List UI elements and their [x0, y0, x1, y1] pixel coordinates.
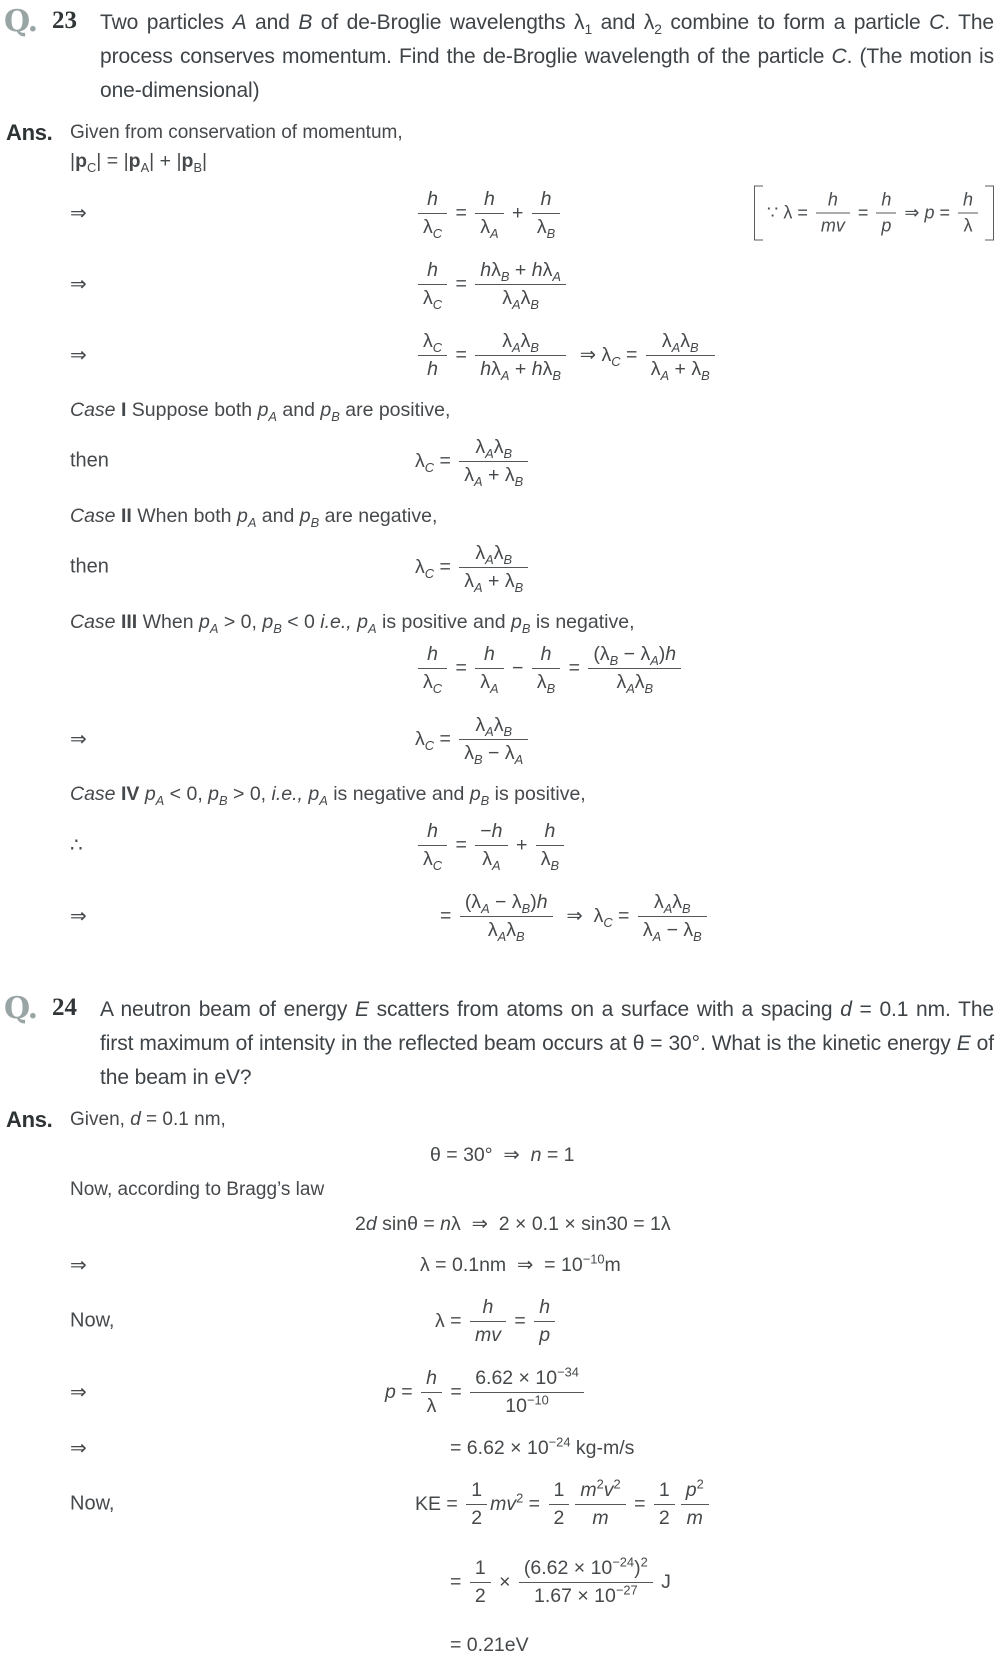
eq-row — [70, 1543, 994, 1621]
fraction: $\frac{(\lambda_A - \lambda_B)h}{\lambda_A\lambda_B}$ — [460, 891, 553, 942]
fraction: $\frac{\lambda_A\lambda_B}{\lambda_A + \lambda_B}$ — [459, 542, 528, 593]
ans-label: Ans. — [6, 120, 53, 146]
given-line: Given from conservation of momentum, — [70, 122, 403, 144]
question-24 — [4, 993, 994, 1095]
implies-symbol: ⇒ — [70, 202, 87, 225]
implies-symbol: ⇒ — [70, 344, 87, 367]
q-icon: Q. — [4, 991, 38, 1027]
fraction: $\frac{\lambda_C}{h}$ — [418, 330, 447, 381]
ans-label: Ans. — [6, 1107, 53, 1133]
equation: $\lambda_C$ = $\frac{\lambda_A\lambda_B}{\lambda_B - \lambda_A}$ — [70, 714, 531, 765]
equation: θ = 30° ⇒ n = 1 — [430, 1144, 575, 1167]
fraction: $\frac{h}{mv}$ — [816, 190, 850, 237]
fraction: $\frac{1}{2}$ — [466, 1479, 487, 1530]
eq-row — [70, 535, 994, 599]
eq-row — [70, 323, 994, 387]
implies-symbol: ⇒ — [70, 273, 87, 296]
answer-23-body — [70, 120, 994, 955]
side-note — [754, 186, 994, 241]
fraction: $\frac{(\lambda_B - \lambda_A)h}{\lambda_A\lambda_B}$ — [588, 643, 681, 694]
answer-24 — [4, 1107, 994, 1669]
fraction: $\frac{h}{\lambda_C}$ — [418, 259, 447, 310]
fraction: $\frac{h}{\lambda_C}$ — [418, 188, 447, 239]
implies-symbol: ⇒ — [70, 728, 87, 751]
implies-symbol: ⇒ — [70, 1381, 87, 1404]
equation: $\frac{h}{\lambda_C}$ = $\frac{h}{\lambda_A}$ + $\frac{h}{\lambda_B}$ — [70, 188, 563, 239]
fraction: $\frac{1}{2}$ — [470, 1557, 491, 1608]
fraction: $\frac{\lambda_A\lambda_B}{\lambda_A + \lambda_B}$ — [459, 436, 528, 487]
eq-row — [70, 813, 994, 877]
fraction: $\frac{h}{\lambda_B}$ — [532, 188, 560, 239]
bragg-law-line: Now, according to Bragg’s law — [70, 1179, 325, 1201]
fraction: $\frac{h}{\lambda}$ — [421, 1367, 442, 1418]
fraction: $\frac{h}{\lambda_A}$ — [475, 188, 503, 239]
fraction: $\frac{h}{\lambda_B}$ — [536, 820, 564, 871]
eq-row — [70, 1248, 994, 1282]
equation: $\lambda_C$ = $\frac{\lambda_A\lambda_B}{\lambda_A + \lambda_B}$ — [70, 542, 531, 593]
fraction: $\frac{h}{\lambda_C}$ — [418, 820, 447, 871]
eq-row — [70, 429, 994, 493]
question-23 — [4, 6, 994, 108]
bracket-left — [754, 186, 763, 241]
bracket-right — [985, 186, 994, 241]
eq-row — [70, 1360, 994, 1424]
equation: = $\frac{(\lambda_A - \lambda_B)h}{\lambda_A\lambda_B}$ ⇒ $\lambda_C$ = $\frac{\lambda_A\lambda_B}{\lambda_A - \lambda_B}$ — [70, 891, 710, 942]
fraction: $\frac{p^2}{m}$ — [681, 1479, 709, 1530]
fraction: $\frac{h}{mv}$ — [470, 1296, 506, 1347]
fraction: $\frac{h}{\lambda_B}$ — [532, 643, 560, 694]
fraction: $\frac{\lambda_A\lambda_B}{\lambda_A + \lambda_B}$ — [646, 330, 715, 381]
fraction: $\frac{\lambda_A\lambda_B}{\lambda_A - \lambda_B}$ — [638, 891, 707, 942]
momentum-equation: $|p_C| = |p_A| + |p_B|$ — [70, 150, 208, 175]
equation: λ = 0.1nm ⇒ = $10^{-10}m$ — [420, 1251, 621, 1277]
fraction: $\frac{\lambda_A\lambda_B}{h\lambda_A + h\lambda_B}$ — [475, 330, 566, 381]
answer-23 — [4, 120, 994, 955]
question-23-text: Two particles A and B of de-Broglie wavelengths $\lambda_1$ and $\lambda_2$ combine to form a particle C. The process conserves momentum. Find the de-Broglie wavelength of the particle C. (The motion is one-dimensional) — [100, 11, 994, 103]
question-24-text: A neutron beam of energy E scatters from atoms on a surface with a spacing d = 0.1 nm. The first maximum of intensity in the reflected beam occurs at θ = 30°. What is the kinetic energy E of the beam in eV? — [100, 998, 994, 1090]
equation: $\frac{\lambda_C}{h}$ = $\frac{\lambda_A\lambda_B}{h\lambda_A + h\lambda_B}$ ⇒ $\lambda_C$ = $\frac{\lambda_A\lambda_B}{\lambda_A + \lambda_B}$ — [70, 330, 718, 381]
question-23-number: 23 — [52, 7, 77, 34]
fraction: $\frac{6.62 \times 10^{-34}}{10^{-10}}$ — [470, 1367, 584, 1418]
fraction: $\frac{m^2v^2}{m}$ — [575, 1479, 625, 1530]
implies-symbol: ⇒ — [70, 1437, 87, 1460]
fraction: $\frac{h}{p}$ — [876, 190, 896, 237]
question-24-number: 24 — [52, 994, 77, 1022]
case2-heading: Case II When both $p_A$ and $p_B$ are negative, — [70, 505, 438, 530]
equation: KE = $\frac{1}{2}$ $mv^2$ = $\frac{1}{2}$ $\frac{m^2v^2}{m}$ = $\frac{1}{2}$ $\frac{p^2}{m}$ — [70, 1479, 712, 1530]
fraction: $\frac{h}{\lambda_C}$ — [418, 643, 447, 694]
then-label: then — [70, 449, 109, 472]
eq-row — [70, 1138, 994, 1172]
fraction: $\frac{1}{2}$ — [549, 1479, 570, 1530]
equation: $\lambda_C$ = $\frac{\lambda_A\lambda_B}{\lambda_A + \lambda_B}$ — [70, 436, 531, 487]
eq-row — [70, 1472, 994, 1536]
equation: p = $\frac{h}{\lambda}$ = $\frac{6.62 \times 10^{-34}}{10^{-10}}$ — [70, 1367, 587, 1418]
fraction: $\frac{\lambda_A\lambda_B}{\lambda_B - \lambda_A}$ — [459, 714, 528, 765]
equation: $\frac{h}{\lambda_C}$ = $\frac{h\lambda_B + h\lambda_A}{\lambda_A\lambda_B}$ — [70, 259, 569, 310]
eq-row — [70, 252, 994, 316]
fraction: $\frac{h\lambda_B + h\lambda_A}{\lambda_A\lambda_B}$ — [475, 259, 566, 310]
implies-symbol: ⇒ — [70, 1254, 87, 1277]
now-label: Now, — [70, 1492, 115, 1515]
side-note-equation: ∵ λ = $\frac{h}{mv}$ = $\frac{h}{p}$ ⇒ p = $\frac{h}{\lambda}$ — [763, 186, 985, 241]
equation: λ = $\frac{h}{mv}$ = $\frac{h}{p}$ — [70, 1296, 558, 1347]
then-label: then — [70, 555, 109, 578]
case1-heading: Case I Suppose both $p_A$ and $p_B$ are positive, — [70, 399, 451, 424]
eq-row — [70, 181, 994, 245]
case4-heading: Case IV $p_A < 0$, $p_B > 0$, i.e., $p_A$ is negative and $p_B$ is positive, — [70, 783, 586, 808]
equation: 2d sinθ = nλ ⇒ 2 × 0.1 × sin30 = 1λ — [355, 1213, 671, 1236]
equation: $\frac{h}{\lambda_C}$ = $\frac{-h}{\lambda_A}$ + $\frac{h}{\lambda_B}$ — [70, 820, 567, 871]
case3-heading: Case III When $p_A > 0$, $p_B < 0$ i.e., $p_A$ is positive and $p_B$ is negative, — [70, 611, 635, 636]
eq-row — [70, 884, 994, 948]
fraction: $\frac{h}{p}$ — [534, 1296, 555, 1347]
eq-row — [70, 1431, 994, 1465]
equation: = $6.62 \times 10^{-24}$ kg-m/s — [450, 1434, 635, 1459]
fraction: $\frac{h}{\lambda_A}$ — [475, 643, 503, 694]
answer-24-body — [70, 1107, 994, 1669]
therefore-symbol: ∴ — [70, 834, 83, 857]
fraction: $\frac{(6.62 \times 10^{-24})^2}{1.67 \times 10^{-27}}$ — [519, 1557, 653, 1608]
eq-row — [70, 1628, 994, 1662]
eq-row — [70, 1289, 994, 1353]
now-label: Now, — [70, 1309, 115, 1332]
equation: $\frac{h}{\lambda_C}$ = $\frac{h}{\lambda_A}$ − $\frac{h}{\lambda_B}$ = $\frac{(\lambda_B - \lambda_A)h}{\lambda_A\lambda_B}$ — [70, 643, 684, 694]
eq-row — [70, 1207, 994, 1241]
eq-row — [70, 707, 994, 771]
q-icon: Q. — [4, 4, 38, 39]
eq-row — [70, 636, 994, 700]
fraction: $\frac{1}{2}$ — [654, 1479, 675, 1530]
equation: = 0.21eV — [450, 1633, 529, 1656]
given-line: Given, d = 0.1 nm, — [70, 1109, 226, 1131]
implies-symbol: ⇒ — [70, 905, 87, 928]
fraction: $\frac{h}{\lambda}$ — [958, 190, 978, 237]
equation: = $\frac{1}{2}$ × $\frac{(6.62 \times 10^{-24})^2}{1.67 \times 10^{-27}}$ J — [450, 1554, 671, 1607]
fraction: $\frac{-h}{\lambda_A}$ — [475, 820, 507, 871]
